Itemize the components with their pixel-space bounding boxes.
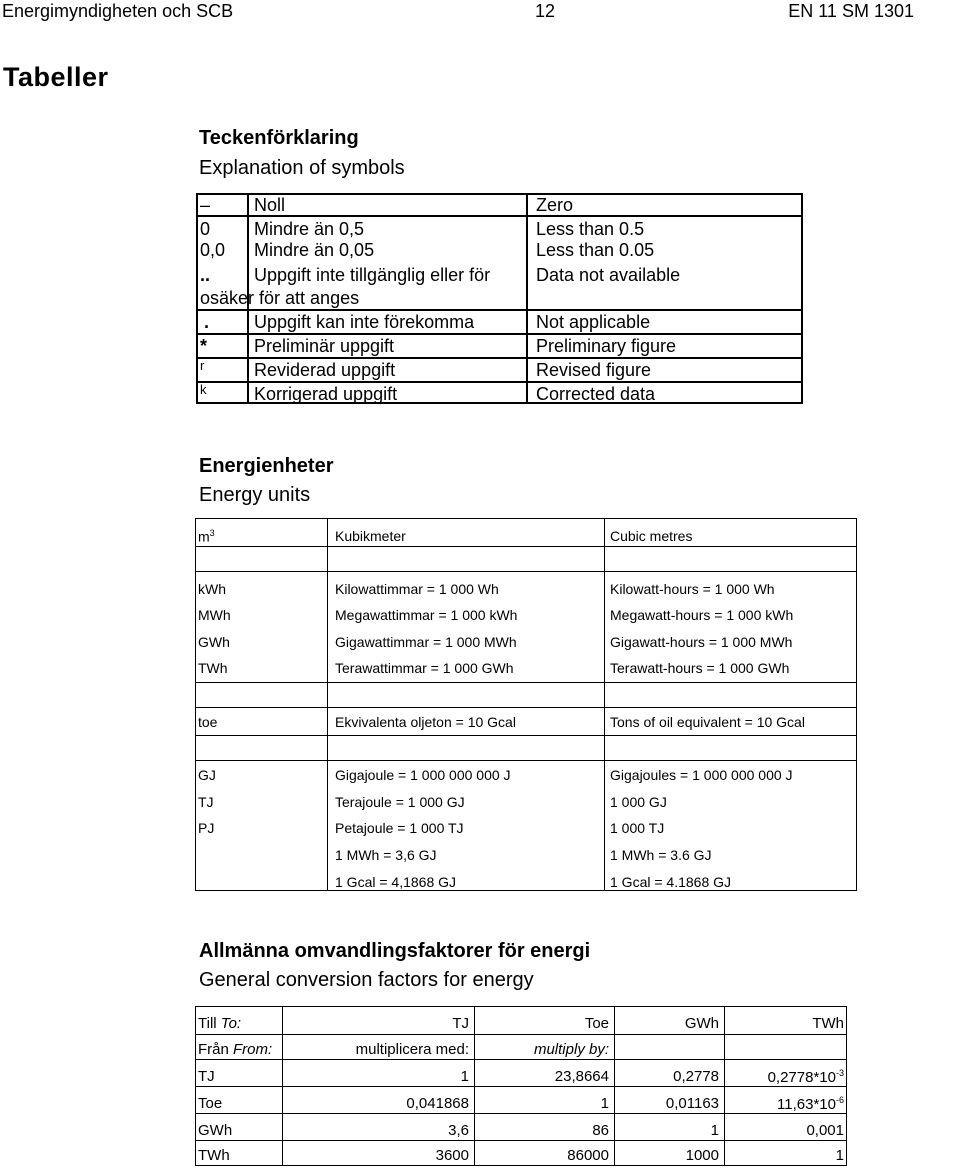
row-label-gwh: GWh (198, 1122, 233, 1139)
table-cell: 1 (460, 1068, 469, 1085)
symbol-en: Data not available (536, 265, 681, 285)
unit-sv: Gigawattimmar = 1 000 MWh (335, 634, 517, 650)
table-cell: 23,8664 (554, 1068, 609, 1085)
units-subheading: Energy units (199, 484, 311, 506)
symbol-sv: Preliminär uppgift (254, 336, 395, 356)
unit-sv: Ekvivalenta oljeton = 10 Gcal (335, 714, 516, 730)
unit-sv: Kubikmeter (335, 528, 406, 544)
table-cell: 86 (592, 1122, 609, 1139)
unit-sv: Kilowattimmar = 1 000 Wh (335, 581, 499, 597)
symbol-cell: 0 (200, 219, 211, 239)
table-cell: 1 (600, 1095, 609, 1112)
table-cell: 1000 (685, 1147, 719, 1164)
unit-en: Gigawatt-hours = 1 000 MWh (610, 634, 793, 650)
table-cell: 1 (835, 1147, 844, 1164)
symbol-sv: Reviderad uppgift (254, 360, 396, 380)
symbols-table (196, 193, 803, 404)
page-number: 12 (535, 1, 556, 21)
unit-sv: Megawattimmar = 1 000 kWh (335, 607, 518, 623)
table-cell: 86000 (567, 1147, 609, 1164)
unit-en: Gigajoules = 1 000 000 000 J (610, 767, 793, 783)
symbol-sv: Uppgift inte tillgänglig eller för (254, 265, 491, 285)
table-cell: 0,001 (806, 1122, 844, 1139)
table-cell: 1 (710, 1122, 719, 1139)
symbol-cell: – (200, 195, 211, 215)
unit-en: Kilowatt-hours = 1 000 Wh (610, 581, 775, 597)
conversion-table (195, 1006, 847, 1166)
symbol-cell: * (200, 336, 208, 356)
table-cell: $11,63*10^{-6}$ (777, 1095, 844, 1113)
multiply-label-en: multiply by: (533, 1041, 609, 1058)
unit-abbr: GJ (198, 767, 216, 783)
multiply-label-sv: multiplicera med: (355, 1041, 469, 1058)
table-cell: 3600 (435, 1147, 469, 1164)
col-header-toe: Toe (584, 1015, 609, 1032)
symbol-en: Zero (536, 195, 574, 215)
energy-units-table (195, 518, 857, 891)
symbol-cell: .. (200, 265, 211, 285)
from-label: Från From: (198, 1041, 273, 1058)
units-heading: Energienheter (199, 455, 334, 477)
symbol-sv: Korrigerad uppgift (254, 384, 398, 404)
symbol-sv: Mindre än 0,5 (254, 219, 365, 239)
symbol-en: Not applicable (536, 312, 651, 332)
symbol-sv: Uppgift kan inte förekomma (254, 312, 475, 332)
unit-sv: Terawattimmar = 1 000 GWh (335, 660, 514, 676)
row-label-toe: Toe (198, 1095, 223, 1112)
unit-abbr: kWh (198, 581, 226, 597)
symbols-subheading: Explanation of symbols (199, 157, 405, 179)
col-header-gwh: GWh (684, 1015, 719, 1032)
table-cell: 0,2778 (673, 1068, 719, 1085)
symbol-en: Less than 0.5 (536, 219, 645, 239)
unit-sv: Terajoule = 1 000 GJ (335, 794, 465, 810)
table-cell: 0,01163 (665, 1095, 719, 1112)
symbol-en: Preliminary figure (536, 336, 677, 356)
unit-en: 1 MWh = 3.6 GJ (610, 847, 712, 863)
unit-en: Terawatt-hours = 1 000 GWh (610, 660, 790, 676)
symbol-en: Less than 0.05 (536, 240, 655, 260)
table-cell: $0,2778*10^{-3}$ (767, 1068, 844, 1086)
unit-abbr: $m^3$ (198, 528, 215, 545)
symbol-sv-continued: osäker för att anges (200, 288, 360, 308)
unit-en: Megawatt-hours = 1 000 kWh (610, 607, 794, 623)
unit-abbr: PJ (198, 820, 215, 836)
conversion-heading: Allmänna omvandlingsfaktorer för energi (199, 940, 591, 962)
row-label-tj: TJ (198, 1068, 215, 1085)
symbol-sv: Mindre än 0,05 (254, 240, 375, 260)
conversion-subheading: General conversion factors for energy (199, 969, 534, 991)
symbol-cell: r (200, 358, 205, 373)
unit-abbr: MWh (198, 607, 231, 623)
unit-sv: 1 MWh = 3,6 GJ (335, 847, 437, 863)
unit-en: 1 000 TJ (610, 820, 665, 836)
unit-abbr: toe (198, 714, 218, 730)
unit-sv: Petajoule = 1 000 TJ (335, 820, 464, 836)
unit-abbr: GWh (198, 634, 230, 650)
unit-en: Tons of oil equivalent = 10 Gcal (610, 714, 805, 730)
table-cell: 0,041868 (406, 1095, 469, 1112)
unit-sv: Gigajoule = 1 000 000 000 J (335, 767, 511, 783)
symbol-en: Revised figure (536, 360, 652, 380)
table-cell: 3,6 (448, 1122, 469, 1139)
symbol-en: Corrected data (536, 384, 656, 404)
unit-sv: 1 Gcal = 4,1868 GJ (335, 874, 457, 890)
document-header-left: Energimyndigheten och SCB (2, 1, 234, 21)
document-code: EN 11 SM 1301 (788, 1, 914, 21)
col-header-tj: TJ (452, 1015, 469, 1032)
symbol-sv: Noll (254, 195, 286, 215)
col-header-twh: TWh (812, 1015, 844, 1032)
unit-en: 1 Gcal = 4.1868 GJ (610, 874, 732, 890)
row-label-twh: TWh (198, 1147, 230, 1164)
unit-en: Cubic metres (610, 528, 693, 544)
symbol-cell: 0,0 (200, 240, 226, 260)
unit-abbr: TWh (198, 660, 228, 676)
unit-abbr: TJ (198, 794, 214, 810)
to-label: Till To: (198, 1015, 242, 1032)
page-title: Tabeller (3, 62, 109, 92)
symbols-heading: Teckenförklaring (199, 127, 359, 149)
symbol-cell: . (204, 312, 210, 332)
symbol-cell: k (200, 382, 207, 397)
unit-en: 1 000 GJ (610, 794, 667, 810)
